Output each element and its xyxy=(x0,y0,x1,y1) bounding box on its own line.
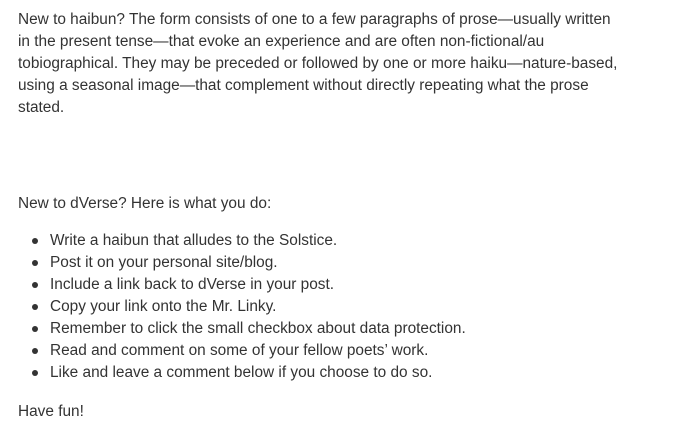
intro-line: stated. xyxy=(18,99,65,116)
instructions-list xyxy=(18,230,466,384)
list-item-text: Read and comment on some of your fellow poets’ work. xyxy=(50,342,429,359)
list-item-text: Copy your link onto the Mr. Linky. xyxy=(50,298,277,315)
haibun-intro-paragraph xyxy=(18,9,674,119)
intro-line: New to haibun? The form consists of one to a few paragraphs of prose—usually written xyxy=(18,11,611,28)
bullet-icon xyxy=(32,282,38,288)
bullet-icon xyxy=(32,304,38,310)
intro-line: in the present tense—that evoke an experience and are often non-fictional/au xyxy=(18,33,545,50)
list-item-text: Include a link back to dVerse in your post. xyxy=(50,276,335,293)
instructions-lead: New to dVerse? Here is what you do: xyxy=(18,195,272,212)
list-item-text: Write a haibun that alludes to the Solstice. xyxy=(50,232,338,249)
list-item xyxy=(18,340,466,362)
list-item xyxy=(18,362,466,384)
list-item xyxy=(18,318,466,340)
list-item-text: Like and leave a comment below if you choose to do so. xyxy=(50,364,433,381)
list-item xyxy=(18,252,466,274)
list-item xyxy=(18,230,466,252)
closing-line: Have fun! xyxy=(18,403,84,420)
list-item-text: Remember to click the small checkbox about data protection. xyxy=(50,320,466,337)
intro-line: using a seasonal image—that complement without directly repeating what the prose xyxy=(18,77,589,94)
list-item xyxy=(18,274,466,296)
bullet-icon xyxy=(32,348,38,354)
bullet-icon xyxy=(32,260,38,266)
bullet-icon xyxy=(32,326,38,332)
intro-line: tobiographical. They may be preceded or followed by one or more haiku—nature-based, xyxy=(18,55,618,72)
list-item xyxy=(18,296,466,318)
bullet-icon xyxy=(32,370,38,376)
bullet-icon xyxy=(32,238,38,244)
list-item-text: Post it on your personal site/blog. xyxy=(50,254,278,271)
